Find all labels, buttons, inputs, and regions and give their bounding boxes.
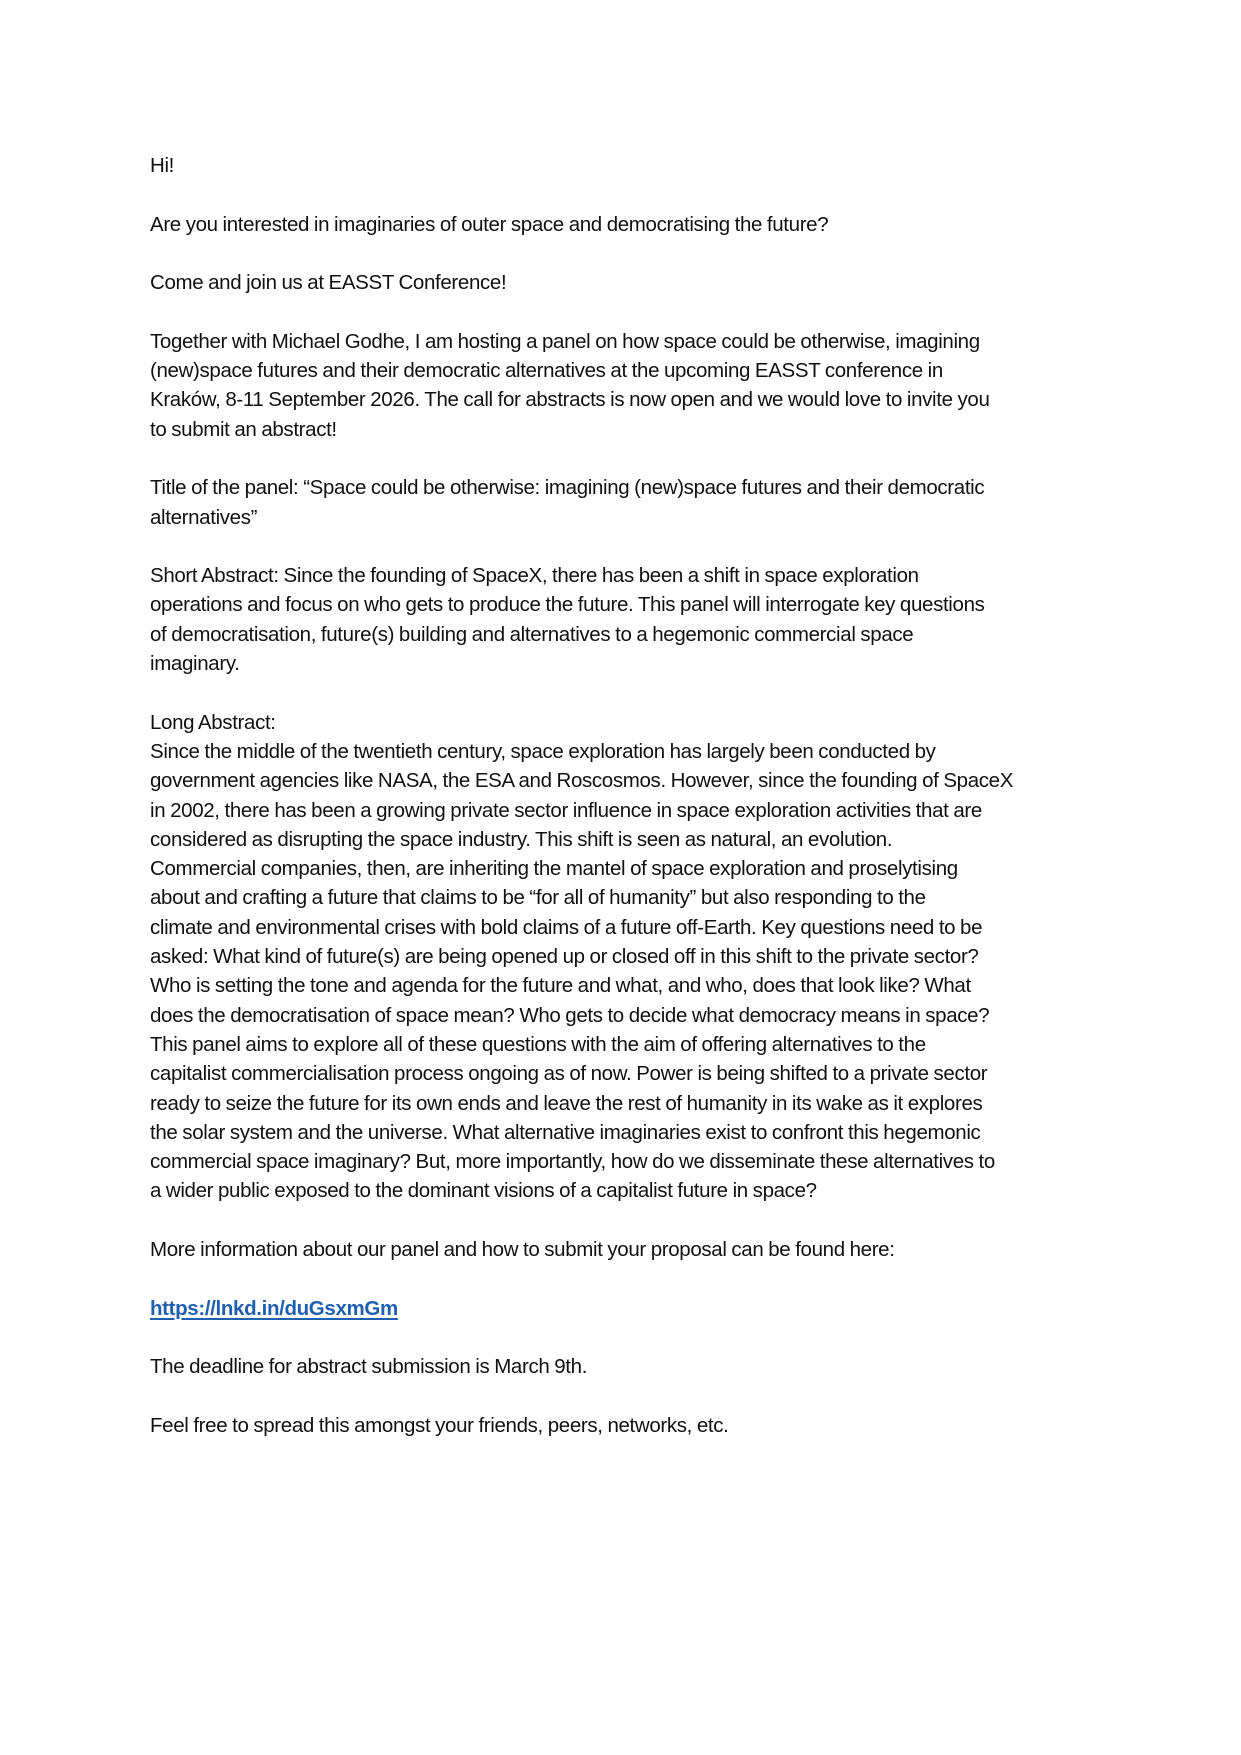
panel-title-paragraph — [150, 473, 1100, 532]
text-line: Who is setting the tone and agenda for the future and what, and who, does that look like? What — [150, 974, 971, 998]
text-line: commercial space imaginary? But, more importantly, how do we disseminate these alternatives to — [150, 1150, 995, 1174]
text-line: Title of the panel: “Space could be otherwise: imagining (new)space futures and their democratic — [150, 476, 985, 500]
short-abstract-paragraph — [150, 561, 1100, 678]
long-abstract-heading: Long Abstract: — [150, 710, 276, 734]
text-line: asked: What kind of future(s) are being opened up or closed off in this shift to the private sector? — [150, 945, 979, 969]
text-line: capitalist commercialisation process ongoing as of now. Power is being shifted to a private sector — [150, 1062, 988, 1086]
more-info-line: More information about our panel and how to submit your proposal can be found here: — [150, 1237, 895, 1261]
text-line: Kraków, 8-11 September 2026. The call for abstracts is now open and we would love to invite you — [150, 388, 990, 412]
closing-line: Feel free to spread this amongst your friends, peers, networks, etc. — [150, 1413, 729, 1437]
text-line: the solar system and the universe. What alternative imaginaries exist to confront this hegemonic — [150, 1120, 981, 1144]
text-line: a wider public exposed to the dominant visions of a capitalist future in space? — [150, 1179, 817, 1203]
text-line: Commercial companies, then, are inheriting the mantel of space exploration and proselytising — [150, 857, 958, 881]
text-line: Together with Michael Godhe, I am hosting a panel on how space could be otherwise, imagining — [150, 329, 980, 353]
text-line: about and crafting a future that claims to be “for all of humanity” but also responding to the — [150, 886, 926, 910]
text-line: of democratisation, future(s) building and alternatives to a hegemonic commercial space — [150, 622, 914, 646]
text-line: climate and environmental crises with bold claims of a future off-Earth. Key questions need to be — [150, 915, 983, 939]
text-line: This panel aims to explore all of these questions with the aim of offering alternatives to the — [150, 1032, 926, 1056]
text-line: does the democratisation of space mean? Who gets to decide what democracy means in space? — [150, 1003, 990, 1027]
deadline-line: The deadline for abstract submission is March 9th. — [150, 1355, 588, 1379]
text-line: operations and focus on who gets to produce the future. This panel will interrogate key questions — [150, 593, 985, 617]
text-line: considered as disrupting the space industry. This shift is seen as natural, an evolution. — [150, 827, 893, 851]
text-line: government agencies like NASA, the ESA and Roscosmos. However, since the founding of SpaceX — [150, 769, 1014, 793]
greeting: Hi! — [150, 154, 175, 177]
intro-question: Are you interested in imaginaries of outer space and democratising the future? — [150, 212, 829, 236]
text-line: ready to seize the future for its own ends and leave the rest of humanity in its wake as it explores — [150, 1091, 983, 1115]
long-abstract-paragraph — [150, 708, 1100, 1206]
panel-info-link[interactable]: https://lnkd.in/duGsxmGm — [150, 1296, 398, 1320]
document-page — [150, 151, 1100, 1469]
text-line: Short Abstract: Since the founding of SpaceX, there has been a shift in space exploration — [150, 564, 919, 588]
text-line: to submit an abstract! — [150, 417, 337, 441]
link-paragraph — [150, 1294, 1100, 1323]
text-line: in 2002, there has been a growing private sector influence in space exploration activities that are — [150, 798, 982, 822]
text-line: Since the middle of the twentieth century, space exploration has largely been conducted by — [150, 739, 936, 763]
invite-line: Come and join us at EASST Conference! — [150, 271, 507, 295]
text-line: alternatives” — [150, 505, 258, 529]
text-line: (new)space futures and their democratic alternatives at the upcoming EASST conference in — [150, 359, 943, 383]
text-line: imaginary. — [150, 652, 240, 676]
hosting-paragraph — [150, 327, 1100, 444]
